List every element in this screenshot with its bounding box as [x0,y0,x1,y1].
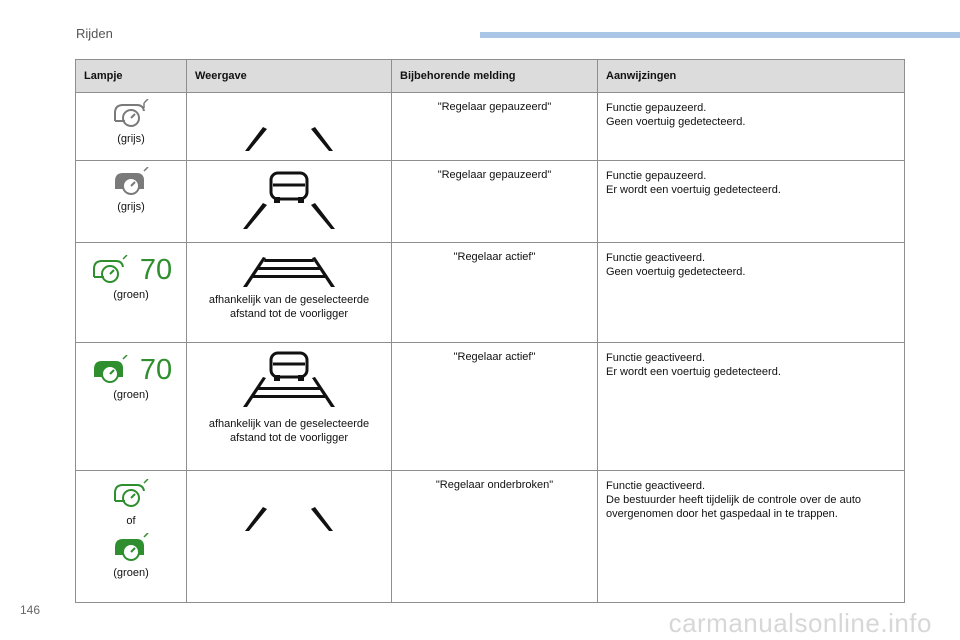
display-caption: afhankelijk van de geselecteerde afstand tot de voorligger [208,418,370,444]
header-lampje: Lampje [76,60,187,93]
lamp-color-label: (grijs) [117,201,145,213]
cruise-control-filled-icon [111,167,151,197]
message-cell: "Regelaar actief" [392,343,598,471]
cruise-control-outline-icon [111,479,151,509]
display-cell [187,243,392,343]
table-header-row [76,60,905,93]
table-row [76,243,905,343]
lamp-cell [76,471,187,603]
display-caption: afhankelijk van de geselecteerde afstand tot de voorligger [208,294,370,320]
cruise-control-filled-icon [111,533,151,563]
lamp-cell [76,343,187,471]
note-line: Er wordt een voertuig gedetecteerd. [606,184,781,196]
table-row [76,471,905,603]
display-cell [187,161,392,243]
note-line: Functie geactiveerd. [606,480,706,492]
notes-cell [598,471,905,603]
message-cell: "Regelaar actief" [392,243,598,343]
header-bar [480,32,960,38]
table-row [76,343,905,471]
lamp-separator: of [126,515,136,527]
indicator-table [75,59,905,603]
watermark: carmanualsonline.info [668,608,932,638]
notes-cell [598,93,905,161]
lane-lines-icon [229,487,349,537]
lamp-cell [76,93,187,161]
message-cell: "Regelaar gepauzeerd" [392,161,598,243]
header-weergave: Weergave [187,60,392,93]
speed-value: 70 [139,254,173,286]
lamp-color-label: (grijs) [117,133,145,145]
page-number: 146 [20,603,41,617]
display-cell [187,343,392,471]
cruise-control-filled-icon [90,355,130,385]
notes-cell [598,243,905,343]
display-cell [187,471,392,603]
lamp-cell [76,161,187,243]
notes-cell [598,343,905,471]
header-melding: Bijbehorende melding [392,60,598,93]
lane-lines-icon [229,107,349,157]
note-line: Functie gepauzeerd. [606,170,707,182]
lamp-color-label: (groen) [113,567,149,579]
lane-lines-vehicle-icon [229,169,349,235]
display-cell [187,93,392,161]
header-aanwijzingen: Aanwijzingen [598,60,905,93]
note-line: Functie geactiveerd. [606,252,706,264]
distance-bars-icon [239,255,339,289]
message-cell: "Regelaar onderbroken" [392,471,598,603]
note-line: Geen voertuig gedetecteerd. [606,116,746,128]
notes-cell [598,161,905,243]
lamp-color-label: (groen) [113,289,149,301]
note-line: Functie geactiveerd. [606,352,706,364]
note-line: Functie gepauzeerd. [606,102,707,114]
note-line: De bestuurder heeft tijdelijk de controle over de auto overgenomen door het gaspedaal in te trappen. [606,494,861,520]
lamp-color-label: (groen) [113,389,149,401]
speed-value: 70 [139,354,173,386]
cruise-control-outline-icon [111,99,151,129]
distance-bars-vehicle-icon [239,351,339,411]
cruise-control-outline-icon [90,255,130,285]
section-title: Rijden [76,26,113,41]
table-row [76,161,905,243]
table-row [76,93,905,161]
message-cell: "Regelaar gepauzeerd" [392,93,598,161]
note-line: Er wordt een voertuig gedetecteerd. [606,366,781,378]
note-line: Geen voertuig gedetecteerd. [606,266,746,278]
lamp-cell [76,243,187,343]
